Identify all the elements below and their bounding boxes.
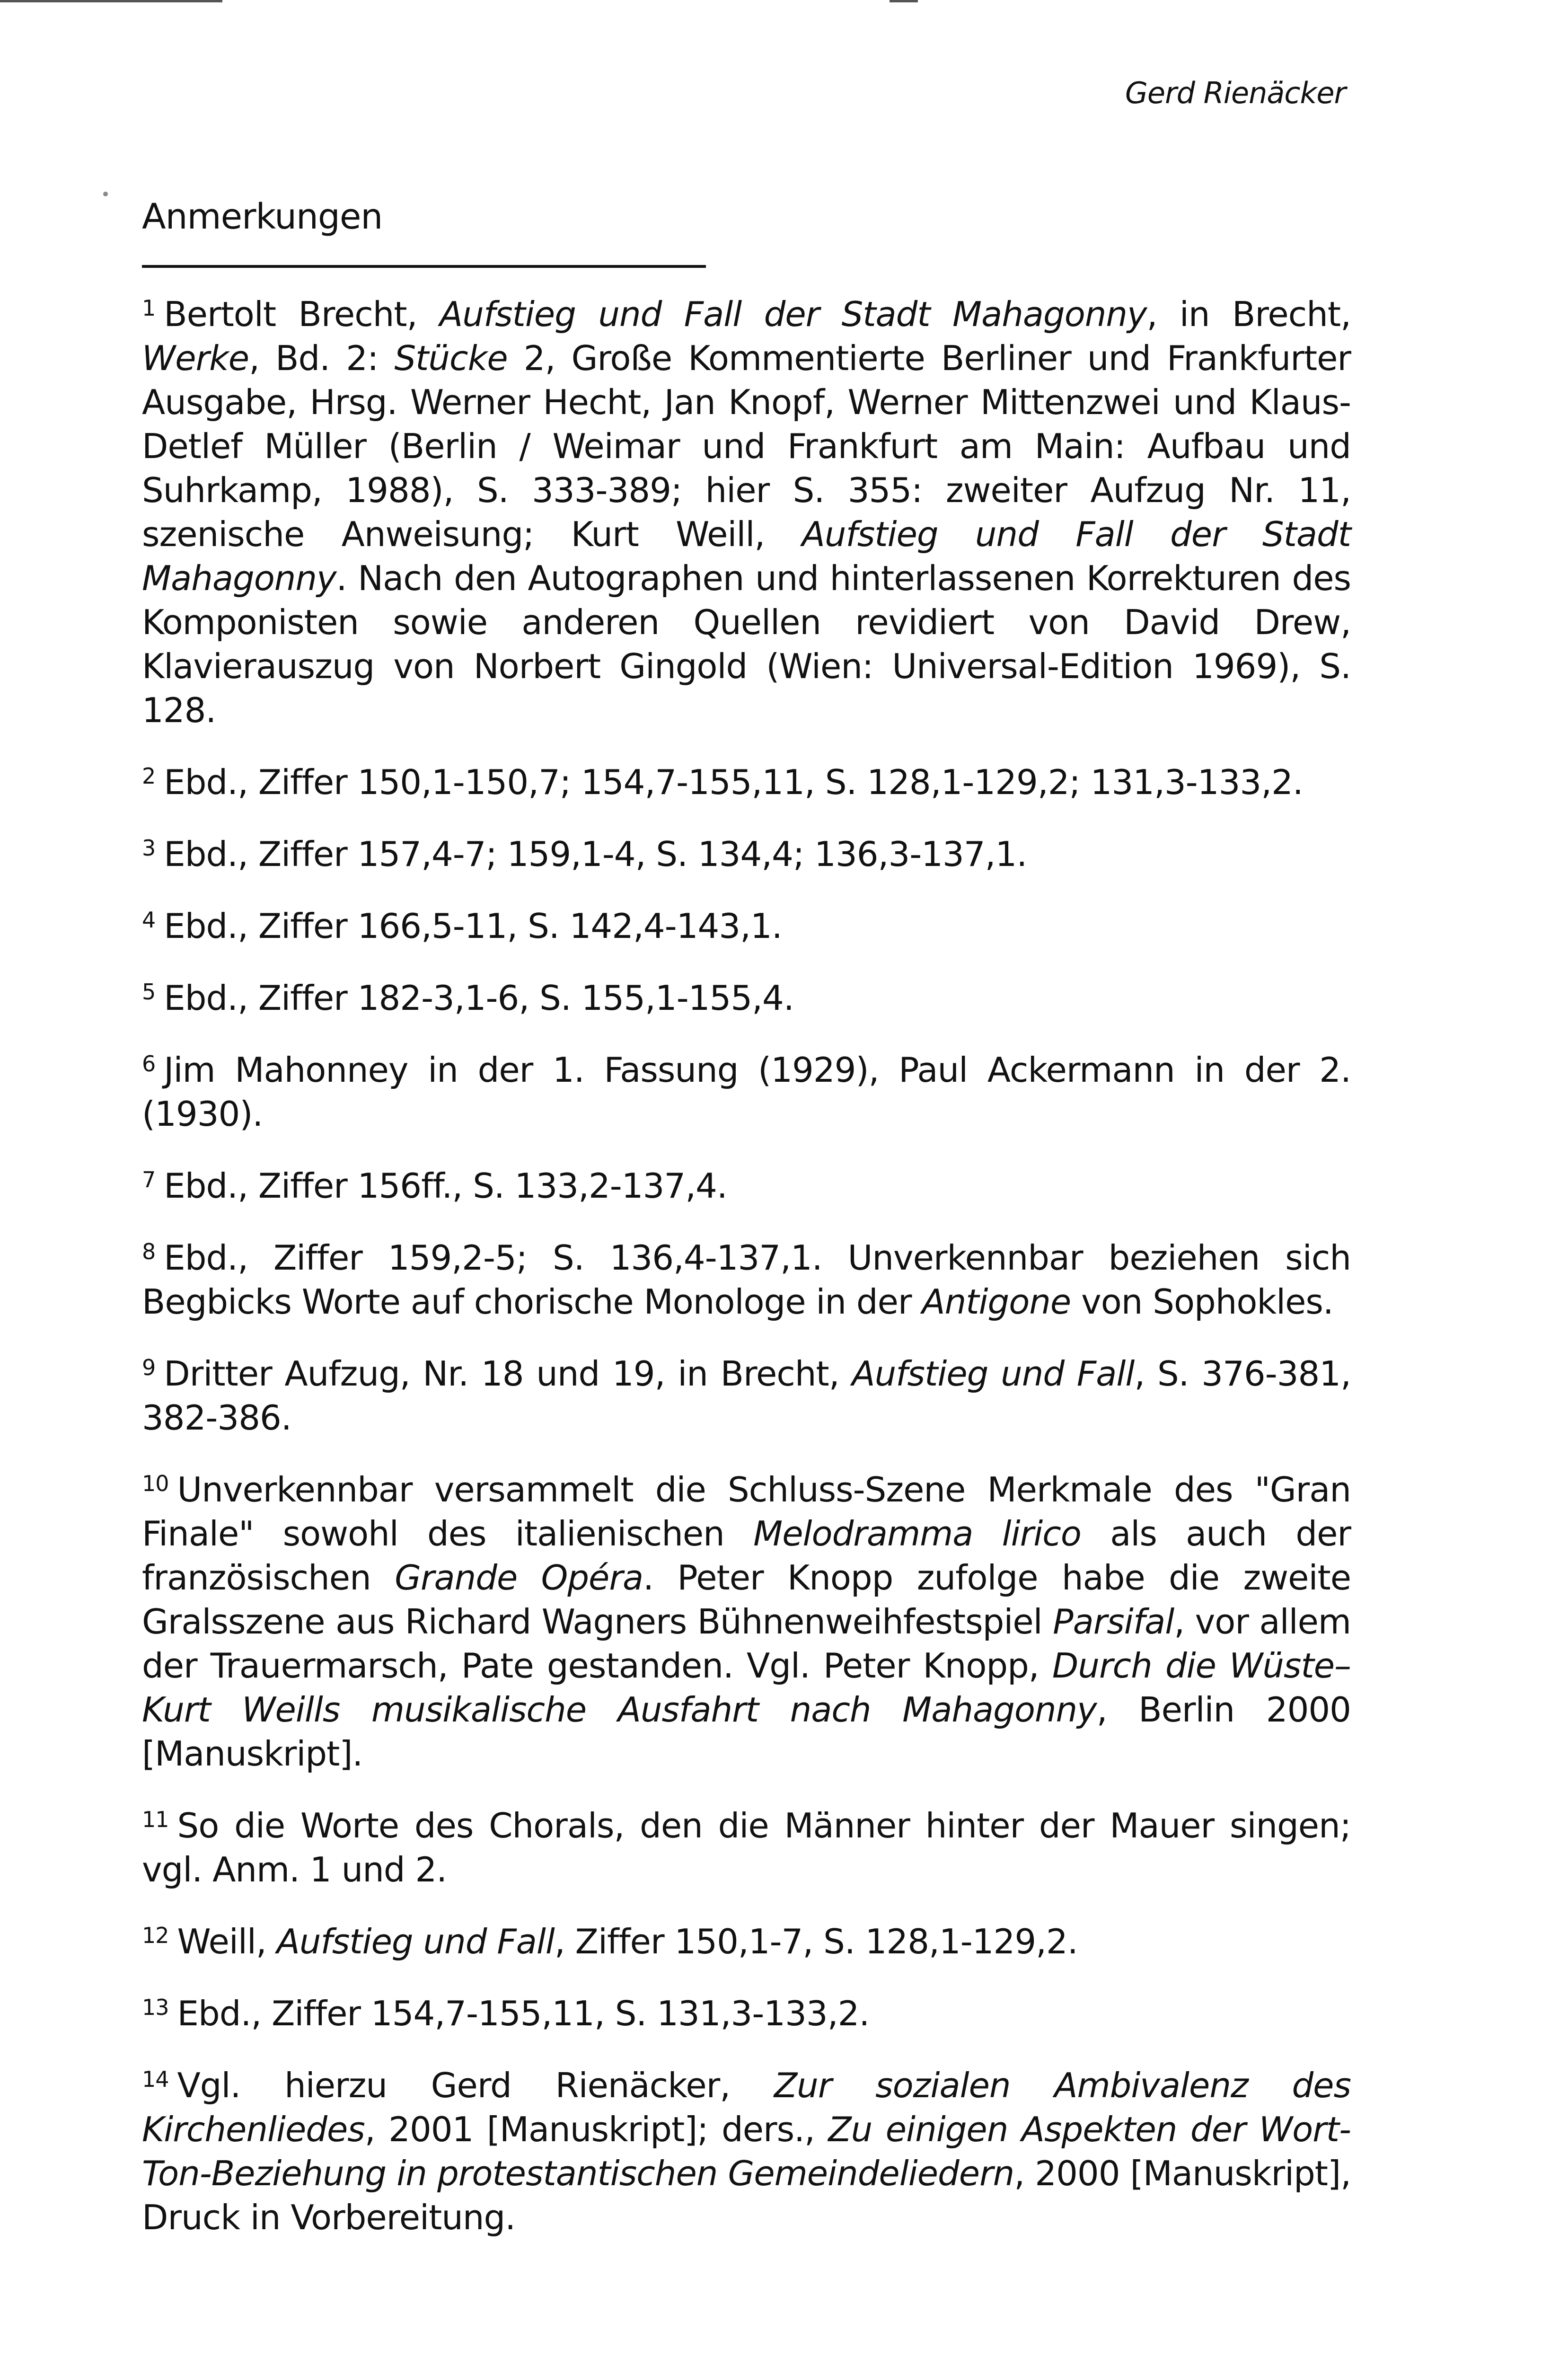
footnote-text: Ebd., Ziffer 166,5-11, S. 142,4-143,1. [164,906,782,946]
footnote [142,1042,1351,1136]
footnote-text: Bertolt Brecht, [164,294,440,334]
footnote-number: 5 [142,979,156,1005]
footnote-italic-text: Aufstieg und Fall [852,1354,1135,1394]
footnote [142,898,1351,948]
notes-heading: Anmerkungen [142,196,383,237]
footnote [142,1346,1351,1440]
footnote-text: , Berlin 2000 [Manuskript]. [142,1690,1351,1774]
footnote-text: , Ziffer 150,1-7, S. 128,1-129,2. [554,1922,1078,1961]
footnote [142,970,1351,1020]
footnote [142,2057,1351,2240]
footnote-number: 2 [142,763,156,789]
footnote-italic-text: Zur sozialen Ambivalenz des Kirchenliedes [142,2066,1351,2149]
footnote-italic-text: Parsifal [1053,1602,1174,1642]
footnote-number: 13 [142,1995,169,2020]
footnote [142,826,1351,876]
footnote-text: , 2001 [Manuskript]; ders., [364,2110,828,2149]
scan-edge-mid [890,0,918,2]
footnote-italic-text: Aufstieg und Fall [276,1922,555,1961]
footnote-text: . Peter Knopp zufolge habe die zweite Gralsszene aus Richard Wagners Bühnenweihfestspiel [142,1558,1351,1642]
footnote-italic-text: Werke [142,338,249,378]
footnote-number: 8 [142,1239,156,1264]
footnote [142,1462,1351,1776]
footnote-number: 3 [142,835,156,861]
footnote-text: Ebd., Ziffer 156ff., S. 133,2-137,4. [164,1166,727,1206]
footnote-italic-text: Antigone [922,1282,1071,1322]
footnote-number: 4 [142,907,156,933]
footnote [142,1986,1351,2036]
running-head: Gerd Rienäcker [1125,76,1346,110]
notes-list [142,286,1351,2261]
footnote-text: Ebd., Ziffer 182-3,1-6, S. 155,1-155,4. [164,978,794,1018]
footnote [142,1230,1351,1324]
footnote-italic-text: Melodramma lirico [753,1514,1081,1554]
footnote-number: 7 [142,1167,156,1192]
footnote-number: 9 [142,1355,156,1380]
footnote-number: 14 [142,2066,169,2092]
footnote-italic-text: Durch die Wüste–Kurt Weills musikalische Ausfahrt nach Mahagonny [142,1646,1351,1730]
footnote-italic-text: Zu einigen Aspekten der Wort-Ton-Beziehung in protestantischen Gemeindeliedern [142,2110,1351,2193]
heading-rule [142,265,706,268]
footnote [142,286,1351,733]
footnote [142,1158,1351,1208]
footnote-italic-text: Aufstieg und Fall der Stadt Mahagonny [439,294,1147,334]
footnote-text: Ebd., Ziffer 154,7-155,11, S. 131,3-133,2. [177,1994,870,2033]
footnote-text: Ebd., Ziffer 150,1-150,7; 154,7-155,11, S. 128,1-129,2; 131,3-133,2. [164,762,1303,802]
footnote-number: 12 [142,1923,169,1948]
footnote-number: 6 [142,1051,156,1077]
footnote-text: 2, Große Kommentierte Berliner und Frankfurter Ausgabe, Hrsg. Werner Hecht, Jan Knopf, Werner Mittenzwei und Klaus-Detlef Müller (Berlin / Weimar und Frankfurt am Main: Aufbau und Suhrkamp, 1988), S. 333-389; hier S. 355: zweiter Aufzug Nr. 11, szenische Anweisung; Kurt Weill, [142,338,1351,554]
footnote [142,1798,1351,1892]
footnote [142,1914,1351,1964]
footnote-italic-text: Aufstieg und Fall der Stadt Mahagonny [142,514,1351,598]
footnote-number: 10 [142,1471,169,1496]
footnote-text: von Sophokles. [1071,1282,1333,1322]
footnote-text: So die Worte des Chorals, den die Männer hinter der Mauer singen; vgl. Anm. 1 und 2. [142,1806,1351,1889]
footnote-text: Unverkennbar versammelt die Schluss-Szene Merkmale des "Gran Finale" sowohl des italienischen [142,1470,1351,1554]
footnote-text: Vgl. hierzu Gerd Rienäcker, [177,2066,774,2105]
footnote-text: , S. 376-381, 382-386. [142,1354,1351,1438]
footnote-text: Weill, [177,1922,277,1961]
footnote-italic-text: Grande Opéra [395,1558,643,1598]
footnote-text: Ebd., Ziffer 159,2-5; S. 136,4-137,1. Unverkennbar beziehen sich Begbicks Worte auf chorische Monologe in der [142,1238,1351,1322]
footnote-number: 11 [142,1807,169,1832]
footnote-text: , 2000 [Manuskript], Druck in Vorbereitung. [142,2154,1351,2237]
footnote [142,754,1351,804]
page-mark [103,192,108,196]
footnote-text: Ebd., Ziffer 157,4-7; 159,1-4, S. 134,4; 136,3-137,1. [164,834,1027,874]
footnote-text: als auch der französischen [142,1514,1351,1598]
footnote-text: Dritter Aufzug, Nr. 18 und 19, in Brecht, [164,1354,852,1394]
footnote-number: 1 [142,295,156,321]
scan-edge-left [0,0,222,2]
footnote-italic-text: Stücke [394,338,508,378]
footnote-text: , vor allem der Trauermarsch, Pate gestanden. Vgl. Peter Knopp, [142,1602,1351,1686]
footnote-text: . Nach den Autographen und hinterlassenen Korrekturen des Komponisten sowie anderen Quellen revidiert von David Drew, Klavierauszug von Norbert Gingold (Wien: Universal-Edition 1969), S. 128. [142,558,1351,730]
footnote-text: Jim Mahonney in der 1. Fassung (1929), Paul Ackermann in der 2. (1930). [142,1050,1351,1134]
footnote-text: , in Brecht, [1146,294,1351,334]
footnote-text: , Bd. 2: [249,338,395,378]
